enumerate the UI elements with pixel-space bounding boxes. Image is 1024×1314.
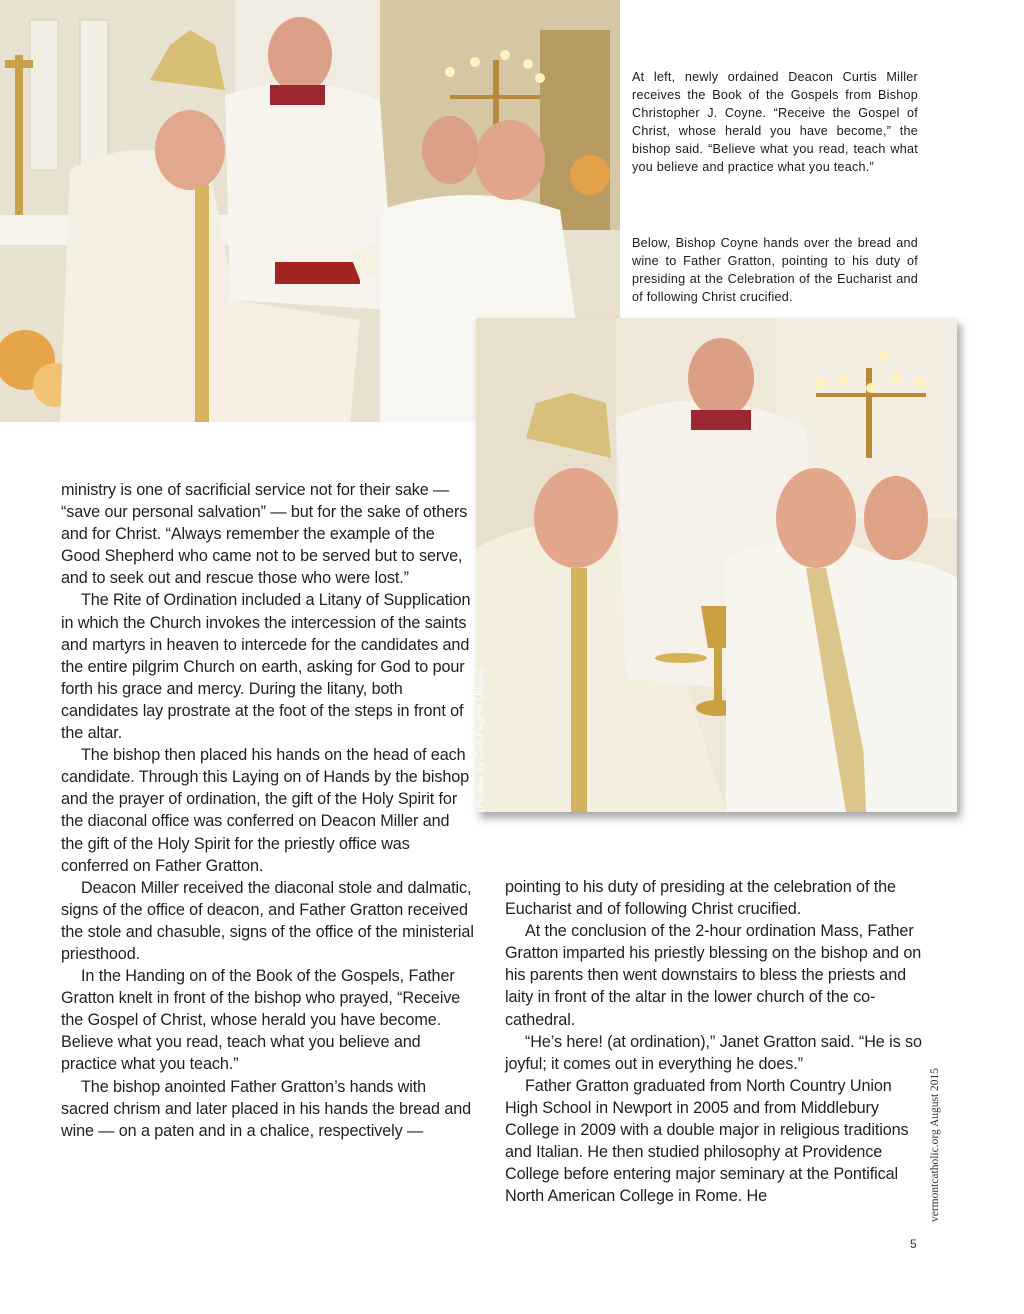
paragraph: The bishop then placed his hands on the head of each candidate. Through this Laying on of Hands by the bishop and the prayer of ordination, the gift of the Holy Spirit for the diaconal office was conferred on Deacon Miller and the gift of the Holy Spirit for the priestly office was conferred on Father Gratton. (61, 746, 470, 875)
article-column-right (505, 876, 925, 1207)
photo-eucharist-handing (476, 318, 957, 812)
paragraph: ministry is one of sacrificial service not for their sake — “save our personal salvation” — but for the sake of others and for Christ. “Always remember the example of the Good Shepherd who came not to be served but to serve, and to seek out and rescue those who were lost.” (61, 481, 468, 588)
caption-top-photo: At left, newly ordained Deacon Curtis Miller receives the Book of the Gospels from Bishop Christopher J. Coyne. “Receive the Gospel of Christ, whose herald you have become,” the bishop said. “Believe what you read, teach what you believe and practice what you teach.” (632, 70, 918, 174)
paragraph: The Rite of Ordination included a Litany of Supplication in which the Church invokes the intercession of the saints and martyrs in heaven to intercede for the candidates and the entire pilgrim Church on earth, asking for God to pour forth his grace and mercy. During the litany, both candidates lay prostrate at the foot of the steps in front of the altar. (61, 591, 471, 743)
paragraph: pointing to his duty of presiding at the celebration of the Eucharist and of following Christ crucified. (505, 878, 896, 919)
paragraph: Deacon Miller received the diaconal stole and dalmatic, signs of the office of deacon, and Father Gratton received the stole and chasuble, signs of the office of the ministerial priesthood. (61, 878, 474, 963)
photo-credit: (Photos by Cori Fugere Urban) (474, 668, 486, 812)
site-issue-footer: vermontcatholic.org August 2015 (929, 1067, 941, 1222)
paragraph: At the conclusion of the 2-hour ordination Mass, Father Gratton imparted his priestly blessing on the bishop and on his parents then went downstairs to bless the priests and laity in front of the altar in the lower church of the co-cathedral. (505, 922, 922, 1029)
paragraph: Father Gratton graduated from North Country Union High School in Newport in 2005 and from Middlebury College in 2009 with a double major in religious traditions and Italian. He then studied philosophy at Providence College before entering major seminary at the Pontifical North American College in Rome. He (505, 1076, 909, 1206)
photo-frame-eucharist (476, 318, 957, 812)
page-number: 5 (910, 1237, 917, 1251)
paragraph: “He’s here! (at ordination),” Janet Gratton said. “He is so joyful; it comes out in everything he does.” (505, 1032, 922, 1073)
paragraph: In the Handing on of the Book of the Gospels, Father Gratton knelt in front of the bishop who prayed, “Receive the Gospel of Christ, whose herald you have become. Believe what you read, teach what you believe and practice what you teach.” (61, 967, 461, 1074)
photo-illustration-bottom (476, 318, 957, 812)
paragraph: The bishop anointed Father Gratton’s hands with sacred chrism and later placed in his hands the bread and wine — on a paten and in a chalice, respectively — (61, 1077, 472, 1140)
caption-bottom-photo: Below, Bishop Coyne hands over the bread and wine to Father Gratton, pointing to his duty of presiding at the Celebration of the Eucharist and of following Christ crucified. (632, 236, 918, 304)
article-column-left (61, 479, 476, 1142)
